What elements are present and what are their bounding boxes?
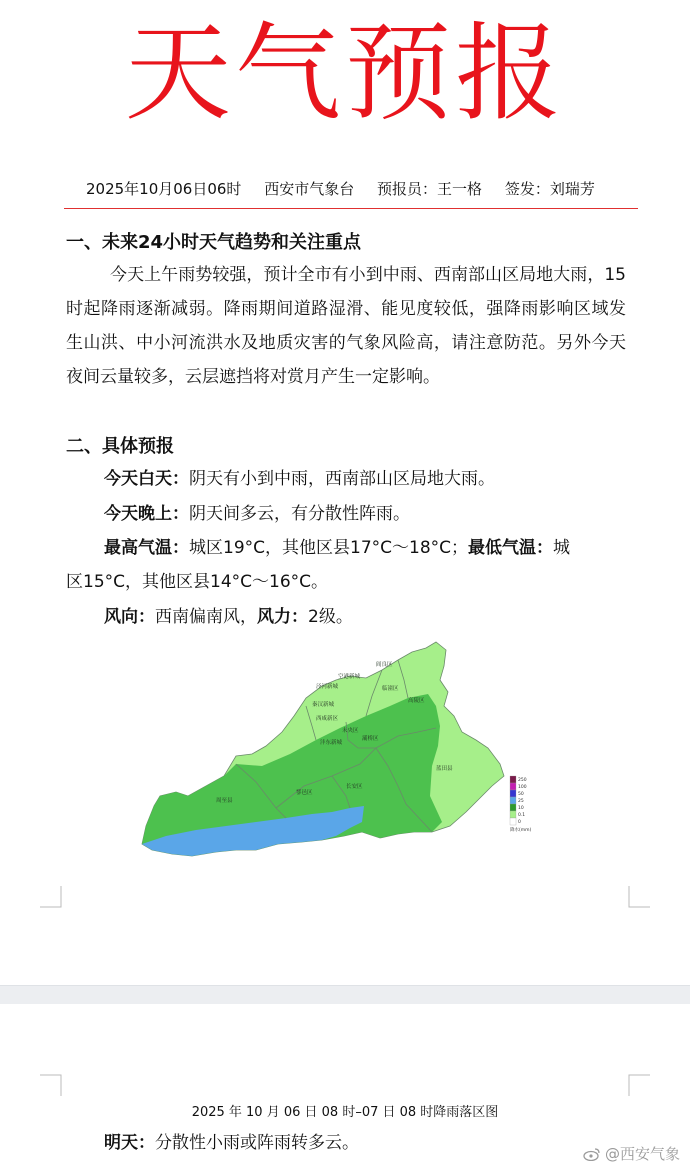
temperature-line [104,531,570,565]
district-label: 蓝田县 [436,766,453,772]
legend-value: 100 [518,785,527,790]
map-caption: 2025 年 10 月 06 日 08 时–07 日 08 时降雨落区图 [191,1105,499,1120]
forecast-title: 天气预报 [125,12,565,135]
force-label: 风力： [257,607,308,627]
today-day-label: 今天白天： [104,469,189,489]
agency-name: 西安市气象台 [264,180,355,198]
weibo-watermark [583,1143,680,1164]
legend-swatch [510,797,516,804]
legend-value: 250 [518,778,527,783]
legend-value: 0 [518,820,521,825]
district-label: 临潼区 [382,686,399,692]
force-text: 2级。 [308,607,353,627]
legend-value: 10 [518,806,524,811]
district-label: 泾河新城 [316,684,339,690]
temperature-line-2: 区15°C，其他区县14°C～16°C。 [66,572,329,592]
district-label: 鄠邑区 [296,790,313,796]
legend-value: 25 [518,799,524,804]
forecaster: 预报员：王一格 [377,180,483,198]
legend-swatch [510,790,516,797]
legend-value: 50 [518,792,524,797]
crop-mark [628,1074,650,1096]
wind-line [104,600,353,634]
issuer: 签发：刘瑞芳 [504,180,595,198]
wind-text: 西南偏南风， [155,607,257,627]
issue-date: 2025年10月06日06时 [86,180,242,198]
legend-swatch [510,783,516,790]
tmin-text-a: 城 [553,538,571,558]
rainfall-map [136,636,536,866]
district-label: 未央区 [342,728,359,734]
map-legend [510,776,532,833]
legend-swatch [510,811,516,818]
district-label: 秦汉新城 [312,702,335,708]
district-label: 高陵区 [408,698,425,704]
today-night-text: 阴天间多云，有分散性阵雨。 [189,504,410,524]
tomorrow-line [104,1128,359,1153]
district-label: 周至县 [216,798,233,804]
legend-value: 0.1 [518,813,526,818]
tmin-label: 最低气温： [468,538,554,558]
watermark-text: @西安气象 [604,1145,680,1163]
district-label: 长安区 [346,784,363,790]
district-label: 西咸新区 [316,716,339,722]
tomorrow-text: 分散性小雨或阵雨转多云。 [155,1133,359,1153]
weibo-icon [583,1147,601,1161]
legend-swatch [510,818,516,825]
section1-heading: 一、未来24小时天气趋势和关注重点 [66,232,362,253]
district-label: 沣东新城 [320,740,343,746]
header-divider [64,208,638,209]
district-label: 灞桥区 [362,736,379,742]
tomorrow-label: 明天： [104,1133,155,1153]
legend-swatch [510,804,516,811]
today-day-text: 阴天有小到中雨，西南部山区局地大雨。 [189,469,495,489]
tmax-text: 城区19°C，其他区县17°C～18°C； [189,538,469,558]
crop-mark [40,1074,62,1096]
today-day-line [104,462,495,496]
district-label: 阎良区 [376,662,393,668]
section1-text: 今天上午雨势较强，预计全市有小到中雨、西南部山区局地大雨，15时起降雨逐渐减弱。降雨期间道路湿滑、能见度较低，强降雨影响区域发生山洪、中小河流洪水及地质灾害的气象风险高，请注意防范。另外今天夜间云量较多，云层遮挡将对赏月产生一定影响。 [66,265,626,387]
section1-body [66,258,626,394]
wind-label: 风向： [104,607,155,627]
legend-swatch [510,776,516,783]
legend-title: 降水(mm) [510,828,532,833]
tmax-label: 最高气温： [104,538,189,558]
today-night-line [104,497,410,531]
issue-info [86,178,646,199]
crop-mark [40,886,62,908]
district-label: 空港新城 [338,674,361,680]
crop-mark [628,886,650,908]
section2-heading: 二、具体预报 [66,436,174,457]
today-night-label: 今天晚上： [104,504,189,524]
page-gap [0,985,690,1005]
